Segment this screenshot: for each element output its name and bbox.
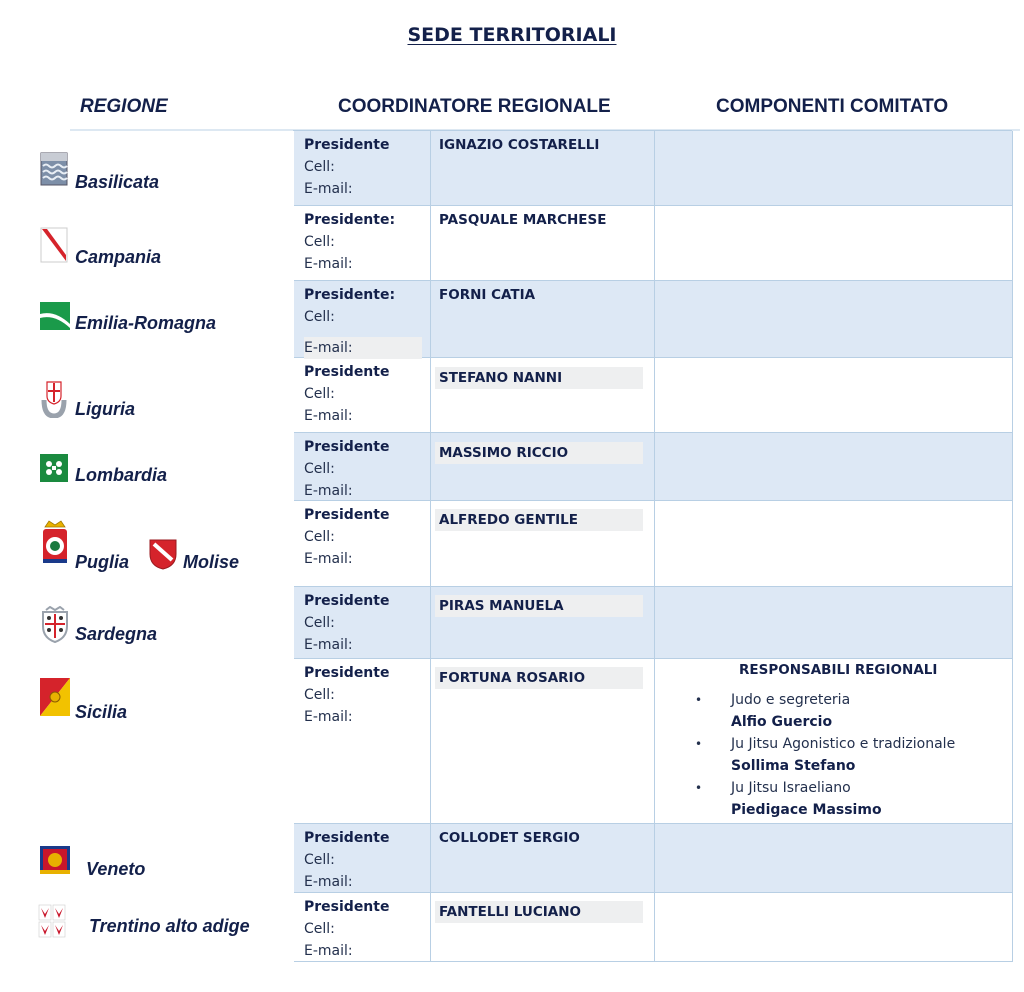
cell-label: Cell: xyxy=(304,309,335,325)
header-committee: COMPONENTI COMITATO xyxy=(716,96,949,117)
regional-managers-title: RESPONSABILI REGIONALI xyxy=(739,662,938,678)
coordinator-name-cell xyxy=(431,206,655,280)
president-label: Presidente xyxy=(304,665,390,681)
email-label: E-mail: xyxy=(304,943,353,959)
header-region: REGIONE xyxy=(80,96,168,117)
president-label: Presidente xyxy=(304,593,390,609)
basilicata-coat-of-arms-icon xyxy=(40,152,68,186)
sicilia-flag-icon xyxy=(40,678,70,716)
cell-label: Cell: xyxy=(304,921,335,937)
contact-labels-cell xyxy=(294,131,431,205)
committee-cell xyxy=(655,587,1013,658)
liguria-coat-of-arms-icon xyxy=(40,378,68,418)
contact-labels-cell xyxy=(294,501,431,586)
table-row xyxy=(294,893,1013,962)
header-coordinator: COORDINATORE REGIONALE xyxy=(338,96,611,117)
region-basilicata: Basilicata xyxy=(75,172,160,192)
cell-label: Cell: xyxy=(304,687,335,703)
coordinator-name-cell xyxy=(431,659,655,823)
email-label: E-mail: xyxy=(304,181,353,197)
region-trentino-alto-adige: Trentino alto adige xyxy=(89,916,250,936)
contact-labels-cell xyxy=(294,659,431,823)
email-label: E-mail: xyxy=(304,256,353,272)
region-campania: Campania xyxy=(75,247,162,267)
committee-cell xyxy=(655,206,1013,280)
coordinator-name-cell xyxy=(431,131,655,205)
committee-cell xyxy=(655,893,1013,961)
contact-labels-cell xyxy=(294,358,431,432)
email-label: E-mail: xyxy=(304,483,353,499)
lombardia-flag-icon xyxy=(40,454,68,482)
cell-label: Cell: xyxy=(304,159,335,175)
list-item xyxy=(695,689,955,733)
coordinator-name-cell xyxy=(431,501,655,586)
region-veneto: Veneto xyxy=(86,859,146,879)
emilia-romagna-flag-icon xyxy=(40,302,70,330)
molise-coat-of-arms-icon xyxy=(148,538,178,570)
bullet-icon: • xyxy=(695,737,703,751)
puglia-coat-of-arms-icon xyxy=(40,519,70,567)
region-lombardia: Lombardia xyxy=(75,465,168,485)
table-row xyxy=(294,281,1013,358)
coordinator-name: FORTUNA ROSARIO xyxy=(435,667,643,689)
region-liguria: Liguria xyxy=(75,399,136,419)
cell-label: Cell: xyxy=(304,615,335,631)
committee-cell xyxy=(655,659,1013,823)
coordinator-name: IGNAZIO COSTARELLI xyxy=(439,137,600,153)
coordinator-name: PASQUALE MARCHESE xyxy=(439,212,607,228)
coordinator-name-cell xyxy=(431,358,655,432)
manager-role: Ju Jitsu Agonistico e tradizionale xyxy=(731,736,956,752)
table-row xyxy=(294,824,1013,893)
president-label: Presidente xyxy=(304,439,390,455)
president-label: Presidente: xyxy=(304,287,396,303)
coordinator-name-cell xyxy=(431,824,655,892)
committee-cell xyxy=(655,358,1013,432)
coordinators-table xyxy=(293,130,1012,959)
sardegna-coat-of-arms-icon xyxy=(40,606,70,644)
contact-labels-cell xyxy=(294,281,431,357)
table-row xyxy=(294,206,1013,281)
president-label: Presidente xyxy=(304,137,390,153)
region-molise: Molise xyxy=(183,552,240,572)
committee-cell xyxy=(655,281,1013,357)
coordinator-name-cell xyxy=(431,893,655,961)
region-emilia-romagna: Emilia-Romagna xyxy=(75,313,217,333)
coordinator-name: ALFREDO GENTILE xyxy=(435,509,643,531)
cell-label: Cell: xyxy=(304,386,335,402)
manager-role: Judo e segreteria xyxy=(731,692,851,708)
cell-label: Cell: xyxy=(304,852,335,868)
coordinator-name: FANTELLI LUCIANO xyxy=(435,901,643,923)
region-sardegna: Sardegna xyxy=(75,624,158,644)
president-label: Presidente xyxy=(304,364,390,380)
contact-labels-cell xyxy=(294,433,431,500)
email-label: E-mail: xyxy=(304,551,353,567)
manager-name: Piedigace Massimo xyxy=(731,802,882,818)
campania-coat-of-arms-icon xyxy=(40,227,68,263)
coordinator-name: STEFANO NANNI xyxy=(435,367,643,389)
cell-label: Cell: xyxy=(304,529,335,545)
committee-cell xyxy=(655,824,1013,892)
table-row xyxy=(294,131,1013,206)
committee-cell xyxy=(655,131,1013,205)
region-sicilia: Sicilia xyxy=(75,702,128,722)
email-label: E-mail: xyxy=(304,337,422,359)
email-label: E-mail: xyxy=(304,637,353,653)
coordinator-name: MASSIMO RICCIO xyxy=(435,442,643,464)
manager-role: Ju Jitsu Israeliano xyxy=(731,780,851,796)
coordinator-name: FORNI CATIA xyxy=(439,287,536,303)
email-label: E-mail: xyxy=(304,408,353,424)
contact-labels-cell xyxy=(294,824,431,892)
coordinator-name-cell xyxy=(431,433,655,500)
list-item xyxy=(695,733,955,777)
manager-name: Sollima Stefano xyxy=(731,758,856,774)
cell-label: Cell: xyxy=(304,461,335,477)
list-item xyxy=(695,777,955,821)
coordinator-name: PIRAS MANUELA xyxy=(435,595,643,617)
president-label: Presidente xyxy=(304,830,390,846)
bullet-icon: • xyxy=(695,781,703,795)
coordinator-name-cell xyxy=(431,587,655,658)
committee-cell xyxy=(655,501,1013,586)
contact-labels-cell xyxy=(294,893,431,961)
regional-managers-list xyxy=(695,689,955,821)
table-row xyxy=(294,659,1013,824)
cell-label: Cell: xyxy=(304,234,335,250)
region-puglia: Puglia xyxy=(75,552,130,572)
email-label: E-mail: xyxy=(304,709,353,725)
page-title: SEDE TERRITORIALI xyxy=(407,24,617,46)
manager-name: Alfio Guercio xyxy=(731,714,833,730)
table-row xyxy=(294,587,1013,659)
veneto-flag-icon xyxy=(40,846,70,874)
coordinator-name-cell xyxy=(431,281,655,357)
table-row xyxy=(294,358,1013,433)
committee-cell xyxy=(655,433,1013,500)
president-label: Presidente xyxy=(304,507,390,523)
email-label: E-mail: xyxy=(304,874,353,890)
trentino-coat-of-arms-icon xyxy=(38,904,66,938)
coordinator-name: COLLODET SERGIO xyxy=(439,830,580,846)
contact-labels-cell xyxy=(294,587,431,658)
president-label: Presidente xyxy=(304,899,390,915)
president-label: Presidente: xyxy=(304,212,396,228)
bullet-icon: • xyxy=(695,693,703,707)
table-row xyxy=(294,433,1013,501)
table-row xyxy=(294,501,1013,587)
contact-labels-cell xyxy=(294,206,431,280)
